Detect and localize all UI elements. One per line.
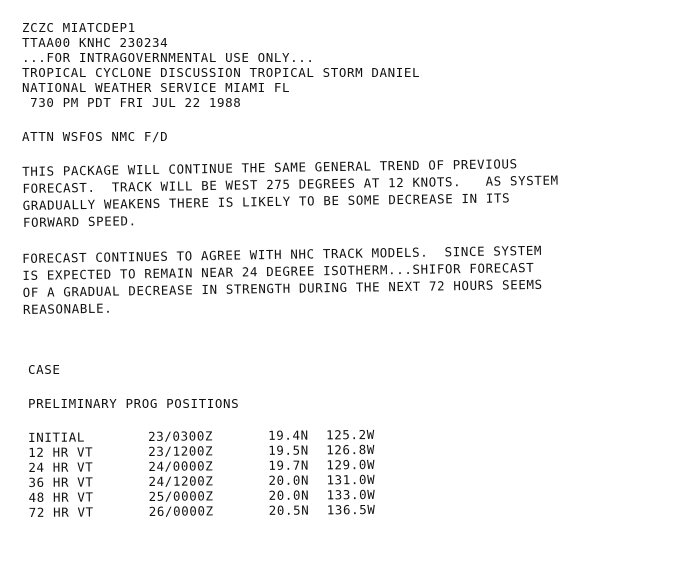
table-row: [29, 502, 407, 520]
paragraph-line: OF A GRADUAL DECREASE IN STRENGTH DURING THE NEXT 72 HOURS SEEMS: [22, 276, 543, 300]
latitude: 20.0N: [268, 472, 310, 488]
header-block: [22, 20, 682, 110]
paragraph-line: FORECAST CONTINUES TO AGREE WITH NHC TRACK MODELS. SINCE SYSTEM: [22, 242, 543, 266]
valid-time: 24/1200Z: [148, 473, 214, 489]
paragraph-line: REASONABLE.: [22, 300, 113, 317]
longitude: 133.0W: [326, 486, 376, 503]
forecast-label: 36 HR VT: [28, 474, 94, 490]
paragraph-line: GRADUALLY WEAKENS THERE IS LIKELY TO BE SOME DECREASE IN ITS: [22, 190, 511, 213]
latitude: 19.4N: [267, 427, 309, 443]
latitude: 20.0N: [268, 487, 310, 503]
latitude: 19.7N: [268, 457, 310, 473]
paragraph-line: FORWARD SPEED.: [22, 213, 137, 230]
discussion-document: [22, 20, 682, 520]
routing-code: ZCZC MIATCDEP1: [22, 20, 136, 35]
paragraph-track: [22, 153, 683, 231]
paragraph-intensity: [22, 240, 683, 318]
discussion-title: TROPICAL CYCLONE DISCUSSION TROPICAL STORM DANIEL: [22, 65, 421, 80]
bulletin-id: TTAA00 KNHC 230234: [22, 35, 169, 50]
latitude: 20.5N: [268, 502, 310, 518]
paragraph-line: FORECAST. TRACK WILL BE WEST 275 DEGREES AT 12 KNOTS. AS SYSTEM: [22, 172, 559, 196]
latitude: 19.5N: [268, 442, 309, 458]
attention-line: ATTN WSFOS NMC F/D: [22, 129, 169, 144]
issuing-office: NATIONAL WEATHER SERVICE MIAMI FL: [22, 80, 291, 95]
forecast-label: 72 HR VT: [28, 504, 94, 520]
usage-notice: ...FOR INTRAGOVERNMENTAL USE ONLY...: [22, 50, 315, 65]
valid-time: 25/0000Z: [148, 488, 214, 504]
issue-time: 730 PM PDT FRI JUL 22 1988: [22, 95, 242, 110]
longitude: 129.0W: [326, 456, 376, 473]
positions-table: [28, 427, 407, 520]
forecast-label: 24 HR VT: [28, 459, 94, 475]
forecast-label: INITIAL: [28, 429, 86, 445]
longitude: 136.5W: [326, 501, 376, 518]
forecast-label: 48 HR VT: [28, 489, 94, 505]
longitude: 126.8W: [326, 441, 376, 458]
longitude: 125.2W: [325, 426, 375, 443]
valid-time: 24/0000Z: [148, 458, 214, 474]
valid-time: 23/1200Z: [148, 443, 214, 459]
longitude: 131.0W: [326, 471, 376, 488]
valid-time: 26/0000Z: [148, 503, 214, 519]
valid-time: 23/0300Z: [147, 428, 214, 444]
positions-title: PRELIMINARY PROG POSITIONS: [28, 396, 240, 411]
paragraph-line: THIS PACKAGE WILL CONTINUE THE SAME GENERAL TREND OF PREVIOUS: [22, 156, 518, 179]
case-label: CASE: [28, 362, 61, 377]
forecast-label: 12 HR VT: [28, 444, 94, 460]
paragraph-line: IS EXPECTED TO REMAIN NEAR 24 DEGREE ISOTHERM...SHIFOR FORECAST: [22, 259, 535, 283]
